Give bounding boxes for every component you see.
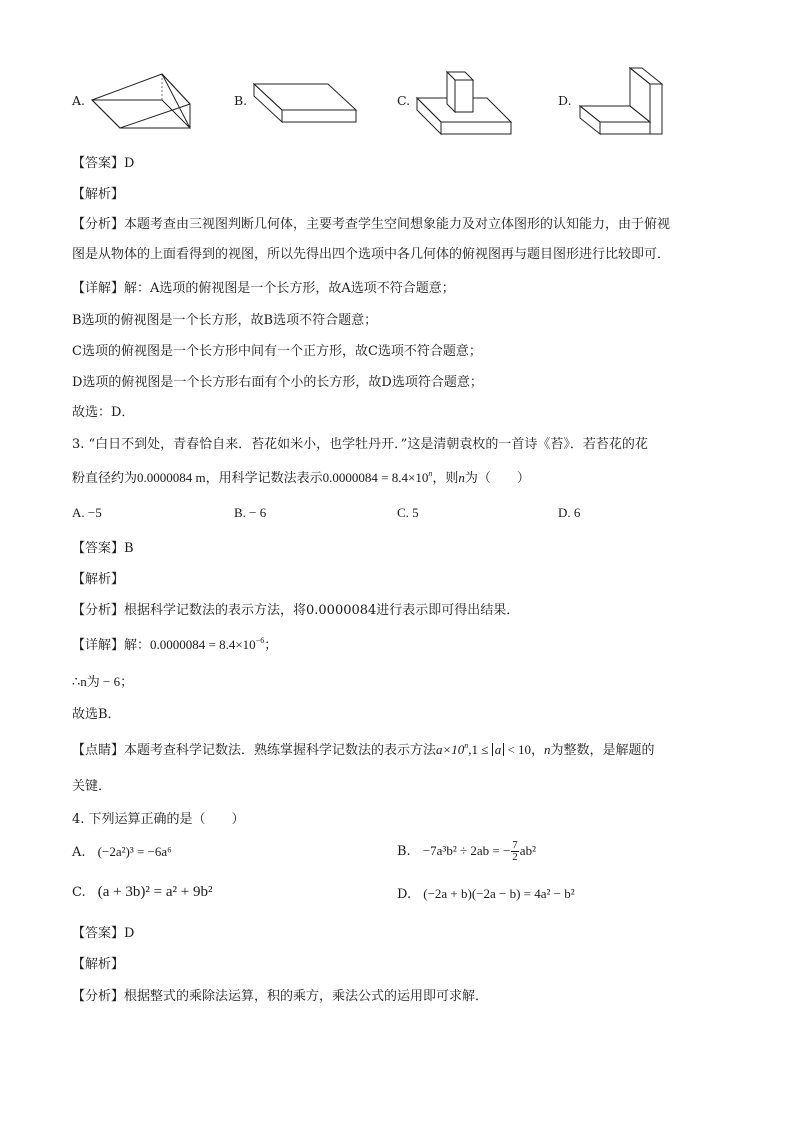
q2-choice: 故选：D． bbox=[72, 405, 135, 420]
q3-therefore: ∴n为 − 6； bbox=[72, 674, 134, 689]
q3-stem-exponent: n bbox=[428, 469, 433, 478]
q3-detail-exponent: −6 bbox=[255, 636, 265, 645]
q4-option-a-letter: A. bbox=[72, 845, 86, 860]
q4-option-c-expr: (a + 3b)² = a² + 9b² bbox=[97, 884, 213, 900]
q4-option-b-fraction bbox=[511, 840, 519, 863]
q3-comment-prefix: 【点睛】本题考查科学记数法．熟练掌握科学记数法的表示方法 bbox=[72, 743, 437, 758]
l-shape-figure bbox=[578, 64, 668, 138]
q3-option-b: B. − 6 bbox=[234, 505, 267, 520]
q2-detail-line-3: C选项的俯视图是一个长方形中间有一个正方形，故C选项不符合题意； bbox=[72, 344, 482, 359]
q3-option-a: A. −5 bbox=[72, 505, 102, 520]
q4-option-b bbox=[397, 840, 536, 863]
q3-analysis-heading: 【解析】 bbox=[72, 572, 125, 587]
q4-stem: 4. 下列运算正确的是（ ） bbox=[72, 812, 245, 827]
q2-answer: 【答案】D bbox=[72, 156, 135, 171]
q4-option-b-rhs: ab² bbox=[519, 843, 536, 858]
q3-fenxi: 【分析】根据科学记数法的表示方法，将0.0000084进行表示即可得出结果． bbox=[72, 603, 520, 618]
q3-comment-line-1 bbox=[72, 739, 655, 758]
q3-stem-variable: n bbox=[458, 470, 465, 485]
q3-comment-suffix: 为整数，是解题的 bbox=[550, 743, 655, 758]
q3-comment-expr-a: a×10 bbox=[436, 742, 465, 757]
q4-option-d bbox=[397, 886, 575, 902]
q2-detail-line-4: D选项的俯视图是一个长方形右面有个小的长方形，故D选项符合题意； bbox=[72, 375, 483, 390]
q4-option-b-numerator: 7 bbox=[512, 839, 518, 851]
q3-choice: 故选B． bbox=[72, 707, 121, 722]
option-b-label: B. bbox=[234, 93, 248, 108]
q4-option-d-expr: (−2a + b)(−2a − b) = 4a² − b² bbox=[423, 886, 575, 901]
q3-comment-expr-exp: n bbox=[464, 741, 469, 750]
q2-detail-line-1: 【详解】解：A选项的俯视图是一个长方形，故A选项不符合题意； bbox=[72, 281, 455, 296]
q4-answer: 【答案】D bbox=[72, 926, 135, 941]
q2-detail-line-2: B选项的俯视图是一个长方形，故B选项不符合题意； bbox=[72, 313, 378, 328]
q2-fenxi-line-1: 【分析】本题考查由三视图判断几何体，主要考查学生空间想象能力及对立体图形的认知能力，由于俯视 bbox=[72, 217, 671, 232]
q4-option-c bbox=[72, 884, 212, 901]
q3-answer: 【答案】B bbox=[72, 541, 134, 556]
q3-stem-equation: 0.0000084 = 8.4×10 bbox=[322, 470, 429, 485]
q3-comment-abs-value: a bbox=[492, 743, 505, 756]
q3-stem-line-2 bbox=[72, 467, 530, 486]
q4-option-b-lhs: −7a³b² ÷ 2ab = − bbox=[422, 843, 511, 858]
option-c-label: C. bbox=[397, 93, 411, 108]
q4-option-b-letter: B. bbox=[397, 844, 411, 859]
q3-stem-number: 0.0000084 m bbox=[137, 470, 206, 485]
q4-option-a-expr: (−2a²)³ = −6a⁶ bbox=[97, 844, 172, 859]
q4-option-b-denominator: 2 bbox=[512, 851, 518, 863]
wedge-solid-figure bbox=[90, 72, 200, 130]
q3-stem-line-1: 3. “白日不到处，青春恰自来．苔花如米小，也学牡丹开．”这是清朝袁枚的一首诗《苔》．若苔花的花 bbox=[72, 437, 648, 452]
q3-stem-text-a: 粉直径约为 bbox=[72, 471, 138, 486]
q4-analysis-heading: 【解析】 bbox=[72, 957, 125, 972]
q3-stem-text-d: 为（ ） bbox=[464, 471, 530, 486]
q4-option-c-letter: C. bbox=[72, 885, 86, 900]
q3-comment-mid: ， bbox=[531, 743, 545, 758]
q3-stem-text-c: ，则 bbox=[432, 471, 459, 486]
q3-detail bbox=[72, 634, 277, 653]
flat-slab-figure bbox=[252, 80, 360, 124]
q3-option-d: D. 6 bbox=[558, 505, 581, 520]
q3-detail-equation: 0.0000084 = 8.4×10 bbox=[150, 637, 256, 652]
q2-fenxi-line-2: 图是从物体的上面看得到的视图，所以先得出四个选项中各几何体的俯视图再与题目图形进行比较即可． bbox=[72, 247, 671, 262]
q3-stem-text-b: ，用科学记数法表示 bbox=[205, 471, 323, 486]
q3-comment-expr-c: < 10 bbox=[504, 742, 532, 757]
option-d-label: D. bbox=[558, 93, 572, 108]
q3-comment-line-2: 关键． bbox=[72, 779, 112, 794]
slab-with-box-figure bbox=[415, 66, 515, 136]
q3-detail-prefix: 【详解】解： bbox=[72, 638, 151, 653]
q4-fenxi: 【分析】根据整式的乘除法运算，积的乘方，乘法公式的运用即可求解． bbox=[72, 989, 489, 1004]
q2-analysis-heading: 【解析】 bbox=[72, 187, 125, 202]
q4-option-d-letter: D. bbox=[397, 887, 412, 902]
q3-detail-suffix: ； bbox=[264, 638, 278, 653]
q3-comment-expr-b: ,1 ≤ bbox=[468, 742, 492, 757]
q3-comment-variable: n bbox=[544, 742, 551, 757]
option-a-label: A. bbox=[72, 93, 86, 108]
q3-option-c: C. 5 bbox=[397, 505, 419, 520]
q4-option-a bbox=[72, 844, 172, 860]
